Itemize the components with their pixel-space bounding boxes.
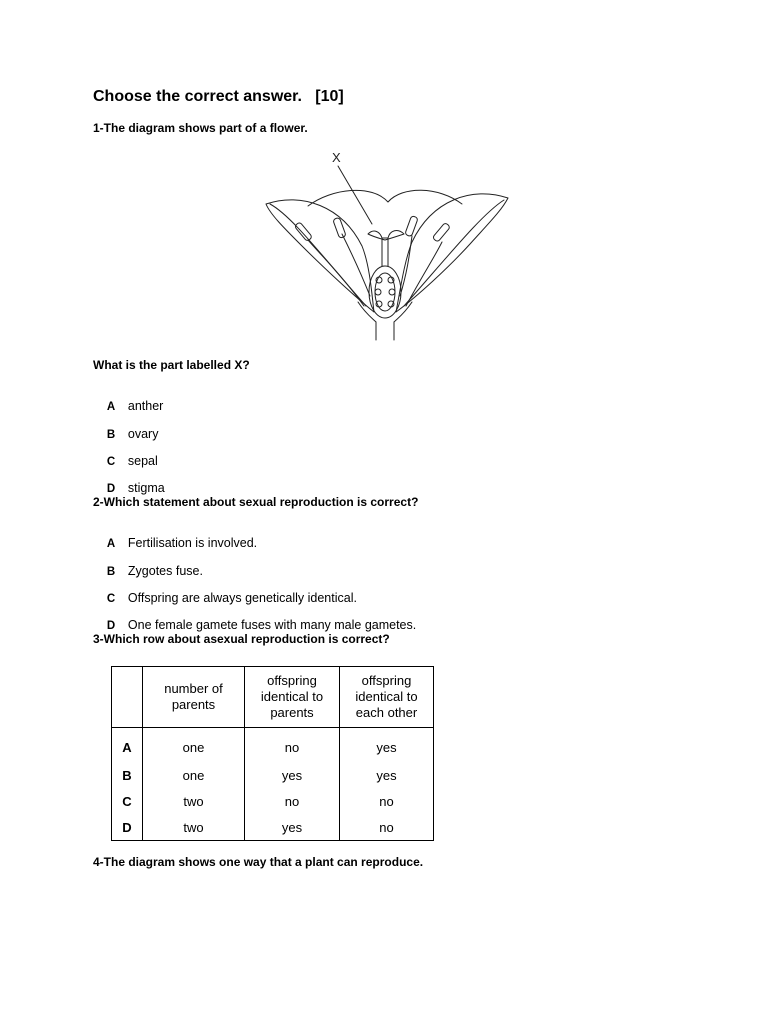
table-row[interactable] bbox=[112, 788, 434, 814]
cell-identical-each-other: yes bbox=[340, 762, 434, 788]
option-text: Offspring are always genetically identical. bbox=[127, 591, 357, 605]
option-text: Fertilisation is involved. bbox=[127, 536, 258, 550]
cell-parents: one bbox=[143, 728, 245, 763]
style bbox=[382, 238, 388, 266]
cell-parents: one bbox=[143, 762, 245, 788]
cell-identical-each-other: no bbox=[340, 814, 434, 841]
table-row[interactable] bbox=[112, 728, 434, 763]
filament bbox=[342, 234, 370, 296]
ovary bbox=[369, 266, 401, 318]
anther bbox=[432, 222, 450, 242]
cell-parents: two bbox=[143, 788, 245, 814]
right-petal-vein bbox=[404, 200, 504, 306]
stigma bbox=[368, 231, 404, 240]
ovary-inner-wall bbox=[375, 273, 395, 311]
header-number-of-parents: number of parents bbox=[143, 667, 245, 728]
cell-identical-each-other: yes bbox=[340, 728, 434, 763]
table-row[interactable] bbox=[112, 814, 434, 841]
cell-identical-parents: yes bbox=[245, 762, 340, 788]
option-letter: C bbox=[106, 593, 116, 605]
cell-identical-parents: no bbox=[245, 728, 340, 763]
option-text: sepal bbox=[127, 454, 158, 468]
anther bbox=[333, 217, 346, 238]
header-identical-to-each-other: offspring identical to each other bbox=[340, 667, 434, 728]
option-text: anther bbox=[127, 399, 164, 413]
left-petal bbox=[266, 200, 374, 312]
option-letter: D bbox=[106, 620, 116, 632]
option-letter: A bbox=[106, 401, 116, 413]
table-row[interactable] bbox=[112, 762, 434, 788]
filament bbox=[400, 236, 412, 296]
option-text: stigma bbox=[127, 481, 165, 495]
table-header-row bbox=[112, 667, 434, 728]
cell-identical-parents: no bbox=[245, 788, 340, 814]
option-text: ovary bbox=[127, 427, 159, 441]
option-letter: B bbox=[106, 566, 116, 578]
row-letter: D bbox=[112, 814, 143, 841]
flower-diagram bbox=[262, 146, 512, 342]
option-letter: C bbox=[106, 456, 116, 468]
row-letter: B bbox=[112, 762, 143, 788]
q2-question: 2-Which statement about sexual reproduction is correct? bbox=[93, 495, 419, 509]
filament bbox=[406, 242, 442, 306]
anther bbox=[294, 222, 312, 242]
option-text: One female gamete fuses with many male gametes. bbox=[127, 618, 417, 632]
ovule bbox=[389, 289, 395, 295]
back-petal bbox=[308, 190, 462, 206]
flower-stalk bbox=[376, 322, 394, 340]
worksheet-heading: Choose the correct answer. [10] bbox=[93, 88, 344, 105]
q1-question: What is the part labelled X? bbox=[93, 358, 250, 372]
ovule bbox=[375, 289, 381, 295]
label-leader-line bbox=[338, 166, 372, 224]
asexual-reproduction-table bbox=[111, 666, 434, 841]
header-blank-cell bbox=[112, 667, 143, 728]
cell-parents: two bbox=[143, 814, 245, 841]
option-letter: D bbox=[106, 483, 116, 495]
option-letter: B bbox=[106, 429, 116, 441]
row-letter: C bbox=[112, 788, 143, 814]
cell-identical-parents: yes bbox=[245, 814, 340, 841]
option-letter: A bbox=[106, 538, 116, 550]
cell-identical-each-other: no bbox=[340, 788, 434, 814]
row-letter: A bbox=[112, 728, 143, 763]
q3-question: 3-Which row about asexual reproduction is correct? bbox=[93, 632, 390, 646]
header-identical-to-parents: offspring identical to parents bbox=[245, 667, 340, 728]
q4-prompt: 4-The diagram shows one way that a plant can reproduce. bbox=[93, 855, 424, 869]
q1-prompt: 1-The diagram shows part of a flower. bbox=[93, 121, 308, 135]
option-text: Zygotes fuse. bbox=[127, 564, 203, 578]
diagram-label-x: X bbox=[332, 150, 341, 165]
